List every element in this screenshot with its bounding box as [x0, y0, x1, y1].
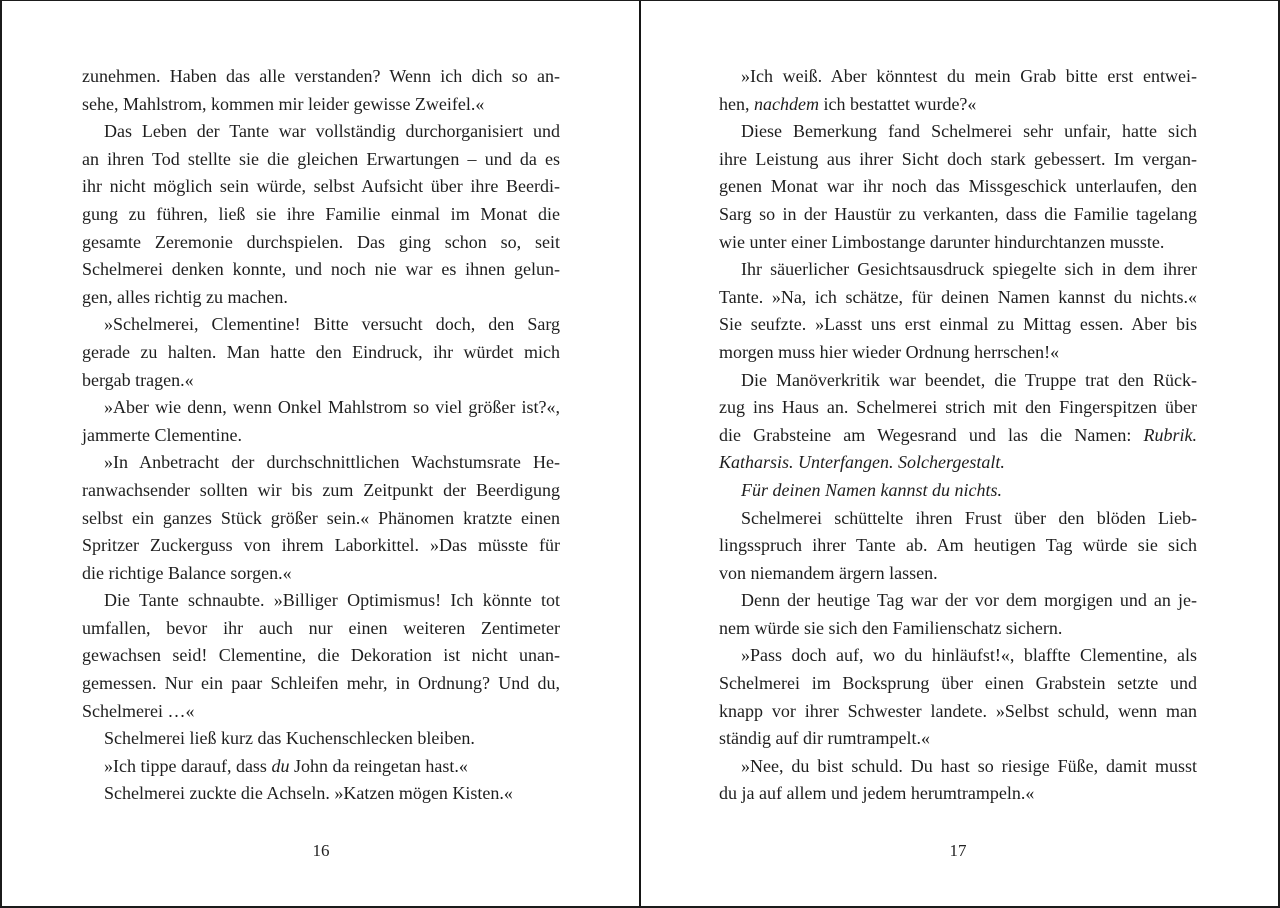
- text-line: [719, 780, 1197, 808]
- body-text: an ihren Tod stellte sie die gleichen Erwartungen – und da es: [82, 148, 560, 169]
- body-text: ständig auf dir rumtrampelt.«: [719, 728, 930, 749]
- text-line: [82, 394, 560, 422]
- text-line: [82, 477, 560, 505]
- body-text: Denn der heutige Tag war der vor dem morgigen und an je-: [741, 590, 1197, 611]
- body-text: ihr nicht möglich sein würde, selbst Aufsicht über ihre Beerdi-: [82, 176, 560, 197]
- text-line: [82, 339, 560, 367]
- page-right: [641, 1, 1278, 906]
- text-line: [719, 615, 1197, 643]
- text-line: [82, 780, 560, 808]
- body-text: Die Tante schnaubte. »Billiger Optimismus! Ich könnte tot: [104, 590, 560, 611]
- text-line: [719, 63, 1197, 91]
- text-line: [82, 118, 560, 146]
- text-line: [82, 587, 560, 615]
- text-line: [82, 449, 560, 477]
- text-line: [719, 118, 1197, 146]
- body-text: »Ich weiß. Aber könntest du mein Grab bitte erst entwei-: [741, 66, 1197, 86]
- text-line: [82, 201, 560, 229]
- body-text: gemessen. Nur ein paar Schleifen mehr, in Ordnung? Und du,: [82, 673, 560, 694]
- body-text: sehe, Mahlstrom, kommen mir leider gewisse Zweifel.«: [82, 93, 485, 114]
- body-text: Schelmerei im Bocksprung über einen Grabstein setzte und: [719, 673, 1197, 694]
- italic-text: Rubrik.: [1143, 424, 1197, 445]
- body-text: gesamte Zeremonie durchspielen. Das ging schon so, seit: [82, 231, 560, 252]
- text-line: [82, 91, 560, 119]
- body-text: John da reingetan hast.«: [289, 755, 468, 776]
- body-text: Tante. »Na, ich schätze, für deinen Namen kannst du nichts.«: [719, 286, 1197, 307]
- body-text: »Schelmerei, Clementine! Bitte versucht doch, den Sarg: [104, 314, 560, 335]
- body-text: zunehmen. Haben das alle verstanden? Wenn ich dich so an-: [82, 66, 560, 86]
- text-line: [719, 642, 1197, 670]
- body-text: von niemandem ärgern lassen.: [719, 562, 938, 583]
- text-line: [82, 670, 560, 698]
- page-right-text: [719, 63, 1197, 808]
- body-text: »Nee, du bist schuld. Du hast so riesige Füße, damit musst: [741, 755, 1197, 776]
- text-line: [719, 670, 1197, 698]
- page-left: [2, 1, 639, 906]
- text-line: [719, 532, 1197, 560]
- body-text: genen Monat war ihr noch das Missgeschick unterlaufen, den: [719, 176, 1197, 197]
- text-line: [719, 753, 1197, 781]
- text-line: [82, 532, 560, 560]
- text-line: [719, 698, 1197, 726]
- body-text: Das Leben der Tante war vollständig durchorganisiert und: [104, 121, 560, 142]
- page-left-text: [82, 63, 560, 808]
- text-line: [82, 256, 560, 284]
- body-text: Diese Bemerkung fand Schelmerei sehr unfair, hatte sich: [741, 121, 1197, 142]
- text-line: [719, 449, 1197, 477]
- text-line: [82, 642, 560, 670]
- text-line: [719, 725, 1197, 753]
- body-text: »Ich tippe darauf, dass: [104, 755, 272, 776]
- text-line: [82, 698, 560, 726]
- text-line: [82, 422, 560, 450]
- italic-text: nachdem: [754, 93, 819, 114]
- text-line: [82, 505, 560, 533]
- body-text: Schelmerei ließ kurz das Kuchenschlecken bleiben.: [104, 728, 475, 749]
- italic-text: Katharsis. Unterfangen. Solchergestalt.: [719, 452, 1005, 473]
- body-text: Sie seufzte. »Lasst uns erst einmal zu Mittag essen. Aber bis: [719, 314, 1197, 335]
- body-text: Schelmerei …«: [82, 700, 195, 721]
- text-line: [82, 367, 560, 395]
- body-text: gen, alles richtig zu machen.: [82, 286, 288, 307]
- body-text: Die Manöverkritik war beendet, die Truppe trat den Rück-: [741, 369, 1197, 390]
- body-text: die Grabsteine am Wegesrand und las die Namen:: [719, 424, 1144, 445]
- text-line: [82, 146, 560, 174]
- text-line: [719, 505, 1197, 533]
- body-text: jammerte Clementine.: [82, 424, 242, 445]
- text-line: [719, 173, 1197, 201]
- text-line: [719, 367, 1197, 395]
- body-text: wie unter einer Limbostange darunter hindurchtanzen musste.: [719, 231, 1165, 252]
- text-line: [719, 560, 1197, 588]
- text-line: [82, 284, 560, 312]
- italic-text: Für deinen Namen kannst du nichts.: [741, 479, 1002, 500]
- body-text: die richtige Balance sorgen.«: [82, 562, 292, 583]
- text-line: [82, 63, 560, 91]
- body-text: Ihr säuerlicher Gesichtsausdruck spiegelte sich in dem ihrer: [741, 259, 1197, 280]
- body-text: »In Anbetracht der durchschnittlichen Wachstumsrate He-: [104, 452, 560, 473]
- text-line: [719, 394, 1197, 422]
- body-text: gerade zu halten. Man hatte den Eindruck, ihr würdet mich: [82, 341, 560, 362]
- page-right-number: 17: [949, 841, 967, 860]
- text-line: [82, 753, 560, 781]
- body-text: hen,: [719, 93, 754, 114]
- text-line: [719, 229, 1197, 257]
- text-line: [719, 587, 1197, 615]
- text-line: [719, 201, 1197, 229]
- body-text: »Aber wie denn, wenn Onkel Mahlstrom so viel größer ist?«,: [104, 397, 560, 418]
- body-text: selbst ein ganzes Stück größer sein.« Phänomen kratzte einen: [82, 507, 560, 528]
- text-line: [82, 615, 560, 643]
- text-line: [719, 284, 1197, 312]
- text-line: [719, 311, 1197, 339]
- text-line: [719, 91, 1197, 119]
- text-line: [719, 477, 1197, 505]
- body-text: gewachsen seid! Clementine, die Dekoration ist nicht unan-: [82, 645, 560, 666]
- body-text: ranwachsender sollten wir bis zum Zeitpunkt der Beerdigung: [82, 479, 560, 500]
- body-text: Schelmerei zuckte die Achseln. »Katzen mögen Kisten.«: [104, 783, 513, 804]
- body-text: Schelmerei schüttelte ihren Frust über den blöden Lieb-: [741, 507, 1197, 528]
- body-text: morgen muss hier wieder Ordnung herrschen!«: [719, 341, 1060, 362]
- text-line: [82, 725, 560, 753]
- text-line: [719, 339, 1197, 367]
- text-line: [82, 229, 560, 257]
- text-line: [719, 146, 1197, 174]
- text-line: [719, 256, 1197, 284]
- body-text: gung zu führen, ließ sie ihre Familie einmal im Monat die: [82, 203, 560, 224]
- page-left-number: 16: [312, 841, 330, 860]
- body-text: Sarg so in der Haustür zu verkanten, dass die Familie tagelang: [719, 203, 1197, 224]
- body-text: Schelmerei denken konnte, und noch nie war es ihnen gelun-: [82, 259, 560, 280]
- body-text: bergab tragen.«: [82, 369, 194, 390]
- body-text: »Pass doch auf, wo du hinläufst!«, blaffte Clementine, als: [741, 645, 1197, 666]
- body-text: lingsspruch ihrer Tante ab. Am heutigen Tag würde sie sich: [719, 535, 1197, 556]
- body-text: Spritzer Zuckerguss von ihrem Laborkittel. »Das müsste für: [82, 535, 560, 556]
- body-text: umfallen, bevor ihr auch nur einen weiteren Zentimeter: [82, 617, 560, 638]
- body-text: zug ins Haus an. Schelmerei strich mit den Fingerspitzen über: [719, 397, 1197, 418]
- italic-text: du: [271, 755, 290, 776]
- body-text: ihre Leistung aus ihrer Sicht doch stark gebessert. Im vergan-: [719, 148, 1197, 169]
- text-line: [82, 173, 560, 201]
- text-line: [719, 422, 1197, 450]
- body-text: ich bestattet wurde?«: [818, 93, 977, 114]
- text-line: [82, 560, 560, 588]
- body-text: du ja auf allem und jedem herumtrampeln.«: [719, 783, 1035, 804]
- text-line: [82, 311, 560, 339]
- body-text: knapp vor ihrer Schwester landete. »Selbst schuld, wenn man: [719, 700, 1197, 721]
- body-text: nem würde sie sich den Familienschatz sichern.: [719, 617, 1063, 638]
